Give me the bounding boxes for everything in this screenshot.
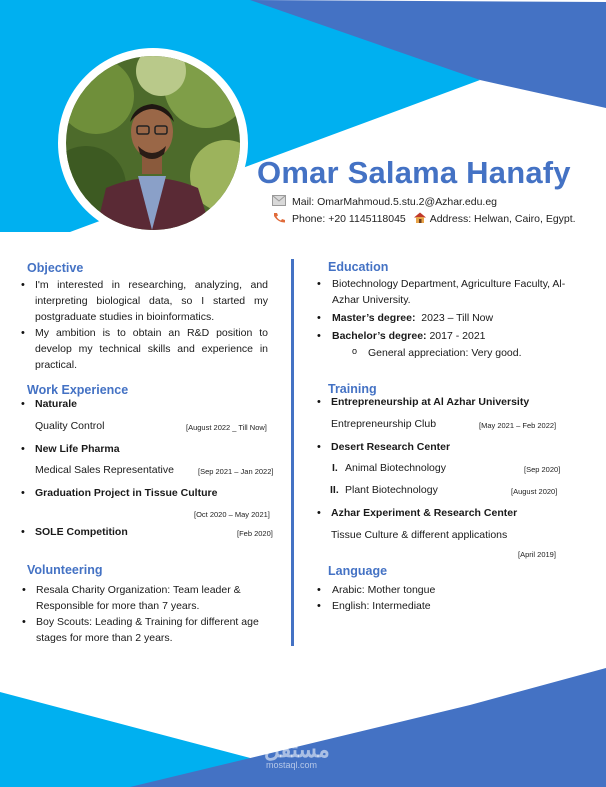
phone-text: Phone: +20 1145118045 xyxy=(292,213,406,225)
language-item-2: English: Intermediate xyxy=(332,600,431,612)
bullet: • xyxy=(317,584,321,596)
education-dept: Biotechnology Department, Agriculture Faculty, Al-Azhar University. xyxy=(332,278,566,306)
language-item-1: Arabic: Mother tongue xyxy=(332,584,436,596)
language-heading: Language xyxy=(328,564,388,578)
mail-line xyxy=(272,195,497,208)
bullet: • xyxy=(317,507,321,519)
volunteering-item-1: Resala Charity Organization: Team leader & Responsible for more than 7 years. xyxy=(36,584,241,612)
work-heading: Work Experience xyxy=(27,383,129,397)
training-num-2: II. xyxy=(330,484,339,496)
bullet: • xyxy=(317,312,321,324)
training-sub-2: Plant Biotechnology xyxy=(345,484,438,496)
watermark-latin: mostaql.com xyxy=(266,760,318,770)
appreciation: General appreciation: Very good. xyxy=(368,347,522,359)
mail-icon xyxy=(272,195,286,206)
bullet: • xyxy=(21,398,25,410)
work-date-2: [Sep 2021 – Jan 2022] xyxy=(198,467,274,476)
training-date-1: [May 2021 – Feb 2022] xyxy=(479,421,557,430)
bullet: • xyxy=(317,396,321,408)
bullet: • xyxy=(21,443,25,455)
bachelor-line xyxy=(332,328,486,344)
bullet: • xyxy=(317,330,321,342)
bullet: • xyxy=(21,526,25,538)
bullet: • xyxy=(21,327,25,339)
mail-text: Mail: OmarMahmoud.5.stu.2@Azhar.edu.eg xyxy=(292,196,498,208)
training-org-1: Entrepreneurship at Al Azhar University xyxy=(331,396,530,408)
work-date-4: [Feb 2020] xyxy=(237,529,273,538)
work-org-2: New Life Pharma xyxy=(35,443,120,455)
objective-item-2: My ambition is to obtain an R&D position to develop my technical skills and experience in practical. xyxy=(35,327,268,371)
training-sub-date-1: [Sep 2020] xyxy=(524,465,561,474)
bachelor-value: 2017 - 2021 xyxy=(429,330,486,342)
profile-photo xyxy=(66,56,240,230)
volunteering-heading: Volunteering xyxy=(27,563,103,577)
work-date-3: [Oct 2020 – May 2021] xyxy=(194,510,270,519)
training-sub-1: Animal Biotechnology xyxy=(345,462,446,474)
column-divider xyxy=(291,259,294,646)
bullet: • xyxy=(317,441,321,453)
training-org-3: Azhar Experiment & Research Center xyxy=(331,507,518,519)
work-org-4: SOLE Competition xyxy=(35,526,128,538)
work-role-1: Quality Control xyxy=(35,420,105,432)
bullet: • xyxy=(22,584,26,596)
address-text: Address: Helwan, Cairo, Egypt. xyxy=(429,213,576,225)
phone-icon xyxy=(272,212,286,223)
objective-item-1: I'm interested in researching, analyzing, and interpreting biological data, so I started my postgraduate studies in bioinformatics. xyxy=(35,279,268,323)
training-sub-date-2: [August 2020] xyxy=(511,487,558,496)
objective-heading: Objective xyxy=(27,261,84,275)
training-date-3: [April 2019] xyxy=(518,550,556,559)
training-num-1: I. xyxy=(332,462,338,474)
masters-value: 2023 – Till Now xyxy=(421,312,494,324)
masters-line xyxy=(332,310,493,326)
home-icon xyxy=(413,212,427,223)
training-heading: Training xyxy=(328,382,377,396)
phone-line xyxy=(272,212,576,225)
bullet: • xyxy=(317,278,321,290)
watermark-arabic: مستقل xyxy=(264,737,330,762)
training-item-1: Entrepreneurship Club xyxy=(331,418,437,430)
bullet: • xyxy=(21,487,25,499)
training-org-2: Desert Research Center xyxy=(331,441,451,453)
circle-bullet: o xyxy=(352,346,358,356)
bachelor-label: Bachelor’s degree: xyxy=(332,330,427,342)
work-date-1: [August 2022 _ Till Now] xyxy=(186,423,267,432)
work-role-2: Medical Sales Representative xyxy=(35,464,174,476)
bullet: • xyxy=(317,600,321,612)
masters-label: Master’s degree: xyxy=(332,312,416,324)
volunteering-item-2: Boy Scouts: Leading & Training for different age stages for more than 2 years. xyxy=(36,616,259,644)
education-heading: Education xyxy=(328,260,389,274)
work-org-1: Naturale xyxy=(35,398,78,410)
bullet: • xyxy=(21,279,25,291)
candidate-name: Omar Salama Hanafy xyxy=(257,155,571,190)
bullet: • xyxy=(22,616,26,628)
work-org-3: Graduation Project in Tissue Culture xyxy=(35,487,218,499)
training-item-3: Tissue Culture & different applications xyxy=(331,529,508,541)
